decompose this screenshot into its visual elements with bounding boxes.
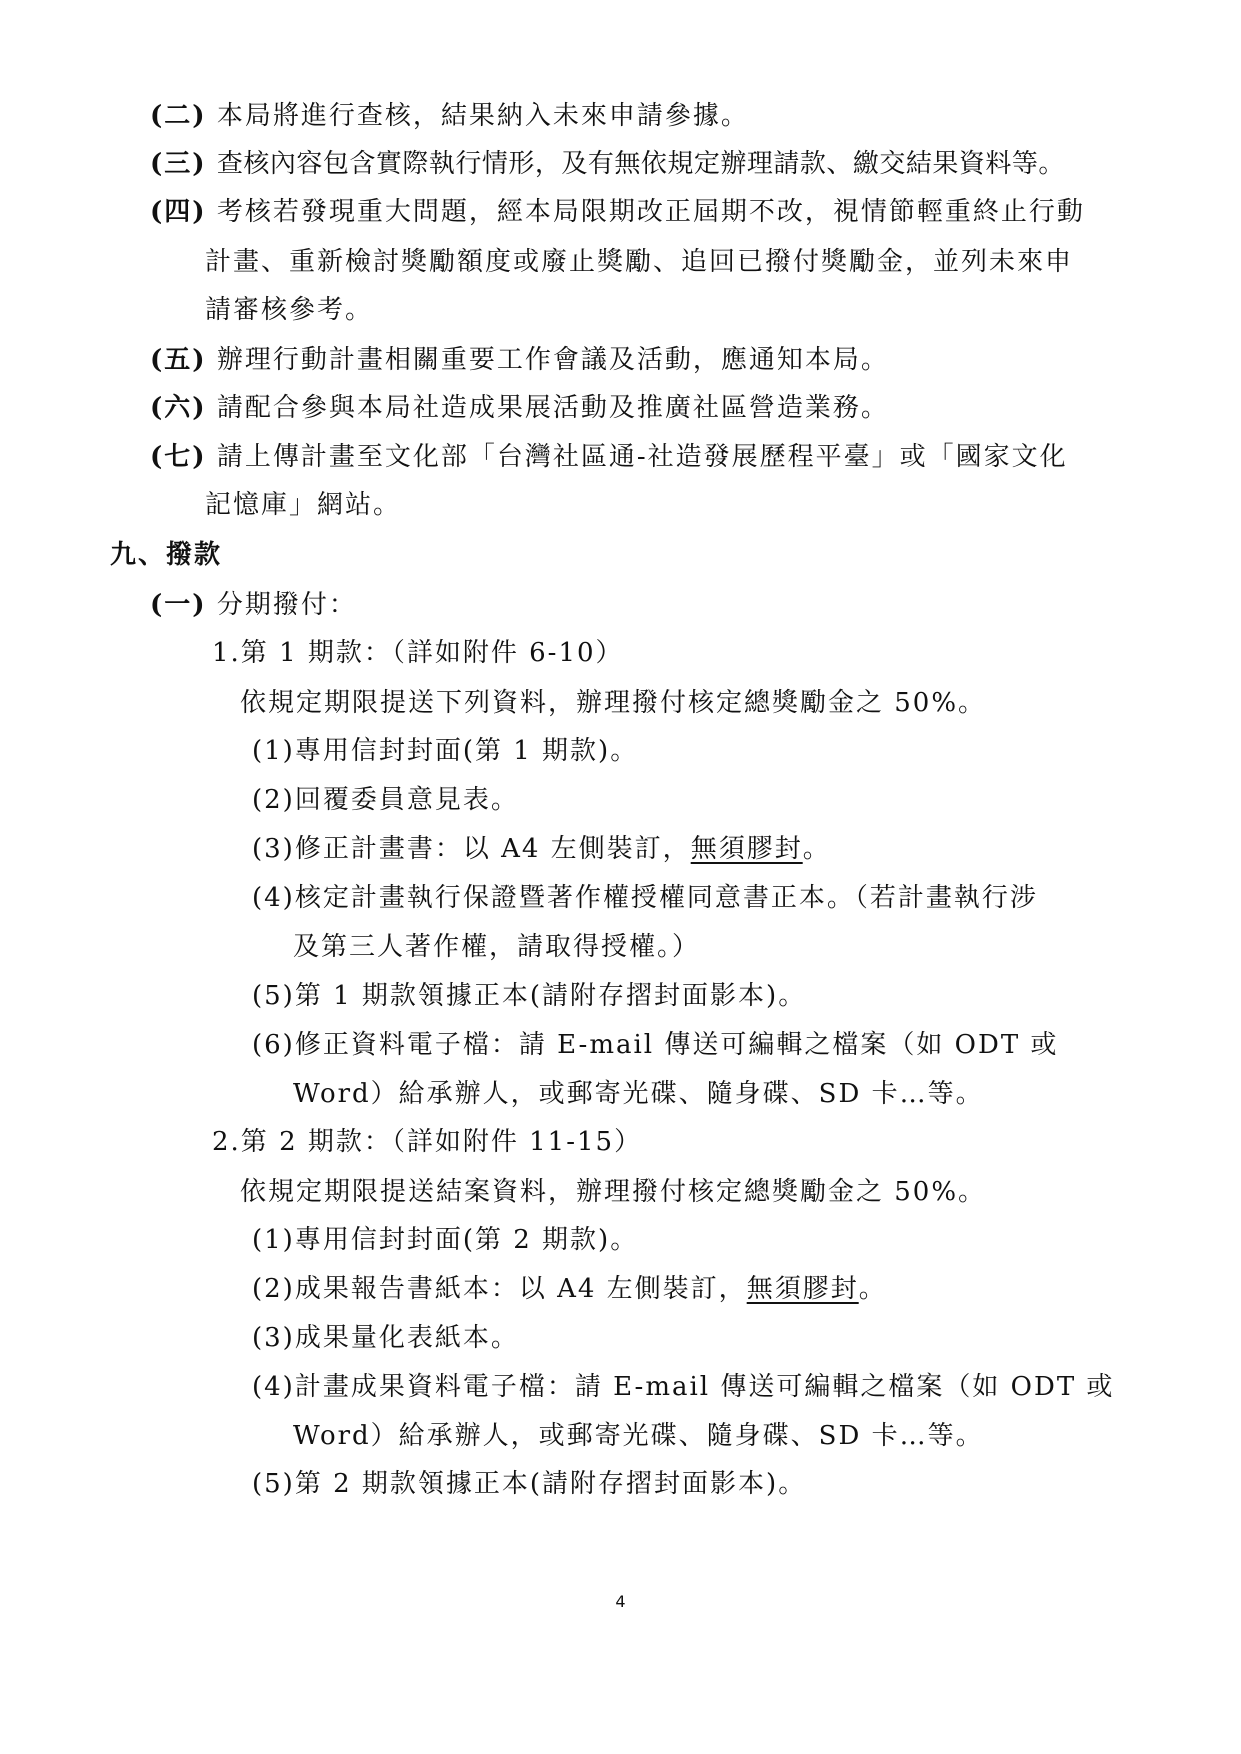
item-6 — [150, 388, 889, 428]
underlined-text: 無須膠封 — [746, 1274, 859, 1304]
item-marker: (二) — [150, 101, 207, 131]
period-1-item-4: (4)核定計畫執行保證暨著作權授權同意書正本。（若計畫執行涉 — [252, 883, 1038, 913]
period-2-item-5: (5)第 2 期款領據正本(請附存摺封面影本)。 — [252, 1469, 807, 1499]
item-marker: (一) — [150, 590, 207, 620]
period-1-item-5: (5)第 1 期款領據正本(請附存摺封面影本)。 — [252, 981, 807, 1011]
period-1-desc: 依規定期限提送下列資料，辦理撥付核定總獎勵金之 50%。 — [240, 688, 987, 718]
item-7 — [150, 437, 1068, 477]
item-4-cont-1: 計畫、重新檢討獎勵額度或廢止獎勵、追回已撥付獎勵金，並列未來申 — [205, 247, 1074, 277]
item-text: 請配合參與本局社造成果展活動及推廣社區營造業務。 — [216, 393, 889, 423]
period-1-item-6-cont: Word）給承辦人，或郵寄光碟、隨身碟、SD 卡…等。 — [293, 1079, 984, 1109]
item-3 — [150, 144, 1065, 184]
item-marker: (六) — [150, 393, 207, 423]
period-2-item-1: (1)專用信封封面(第 2 期款)。 — [252, 1225, 639, 1255]
period-1-item-4-cont: 及第三人著作權，請取得授權。） — [293, 932, 701, 962]
item-text: 。 — [858, 1274, 887, 1304]
item-5 — [150, 340, 889, 380]
item-text: (3)修正計畫書：以 A4 左側裝訂， — [252, 834, 691, 864]
item-marker: (五) — [150, 345, 207, 375]
period-2-item-4: (4)計畫成果資料電子檔：請 E-mail 傳送可編輯之檔案（如 ODT 或 — [252, 1372, 1115, 1402]
underlined-text: 無須膠封 — [690, 834, 803, 864]
sub-item-1 — [150, 585, 357, 625]
period-2-desc: 依規定期限提送結案資料，辦理撥付核定總獎勵金之 50%。 — [240, 1177, 987, 1207]
section-heading: 九、撥款 — [110, 540, 223, 570]
item-text: 辦理行動計畫相關重要工作會議及活動，應通知本局。 — [216, 345, 889, 375]
period-2-item-2 — [252, 1269, 887, 1309]
item-text: (2)成果報告書紙本：以 A4 左側裝訂， — [252, 1274, 747, 1304]
period-2-item-3: (3)成果量化表紙本。 — [252, 1323, 519, 1353]
item-4-cont-2: 請審核參考。 — [205, 295, 374, 325]
item-marker: (三) — [150, 149, 207, 179]
item-2 — [150, 96, 749, 136]
period-1-item-6: (6)修正資料電子檔：請 E-mail 傳送可編輯之檔案（如 ODT 或 — [252, 1030, 1059, 1060]
item-text: 本局將進行查核，結果納入未來申請參據。 — [216, 101, 749, 131]
period-1-item-3 — [252, 829, 831, 869]
item-7-cont: 記憶庫」網站。 — [205, 490, 402, 520]
item-text: 考核若發現重大問題，經本局限期改正屆期不改，視情節輕重終止行動 — [216, 197, 1085, 227]
item-4 — [150, 192, 1085, 232]
item-text: 請上傳計畫至文化部「台灣社區通-社造發展歷程平臺」或「國家文化 — [216, 442, 1068, 472]
period-1-title: 1.第 1 期款：（詳如附件 6-10） — [212, 638, 624, 668]
period-2-title: 2.第 2 期款：（詳如附件 11-15） — [212, 1127, 643, 1157]
page-number: 4 — [615, 1592, 626, 1611]
item-marker: (四) — [150, 197, 207, 227]
period-1-item-1: (1)專用信封封面(第 1 期款)。 — [252, 736, 639, 766]
item-text: 查核內容包含實際執行情形，及有無依規定辦理請款、繳交結果資料等。 — [216, 149, 1065, 179]
period-2-item-4-cont: Word）給承辦人，或郵寄光碟、隨身碟、SD 卡…等。 — [293, 1421, 984, 1451]
period-1-item-2: (2)回覆委員意見表。 — [252, 785, 519, 815]
item-text: 分期撥付： — [216, 590, 357, 620]
item-text: 。 — [802, 834, 831, 864]
item-marker: (七) — [150, 442, 207, 472]
